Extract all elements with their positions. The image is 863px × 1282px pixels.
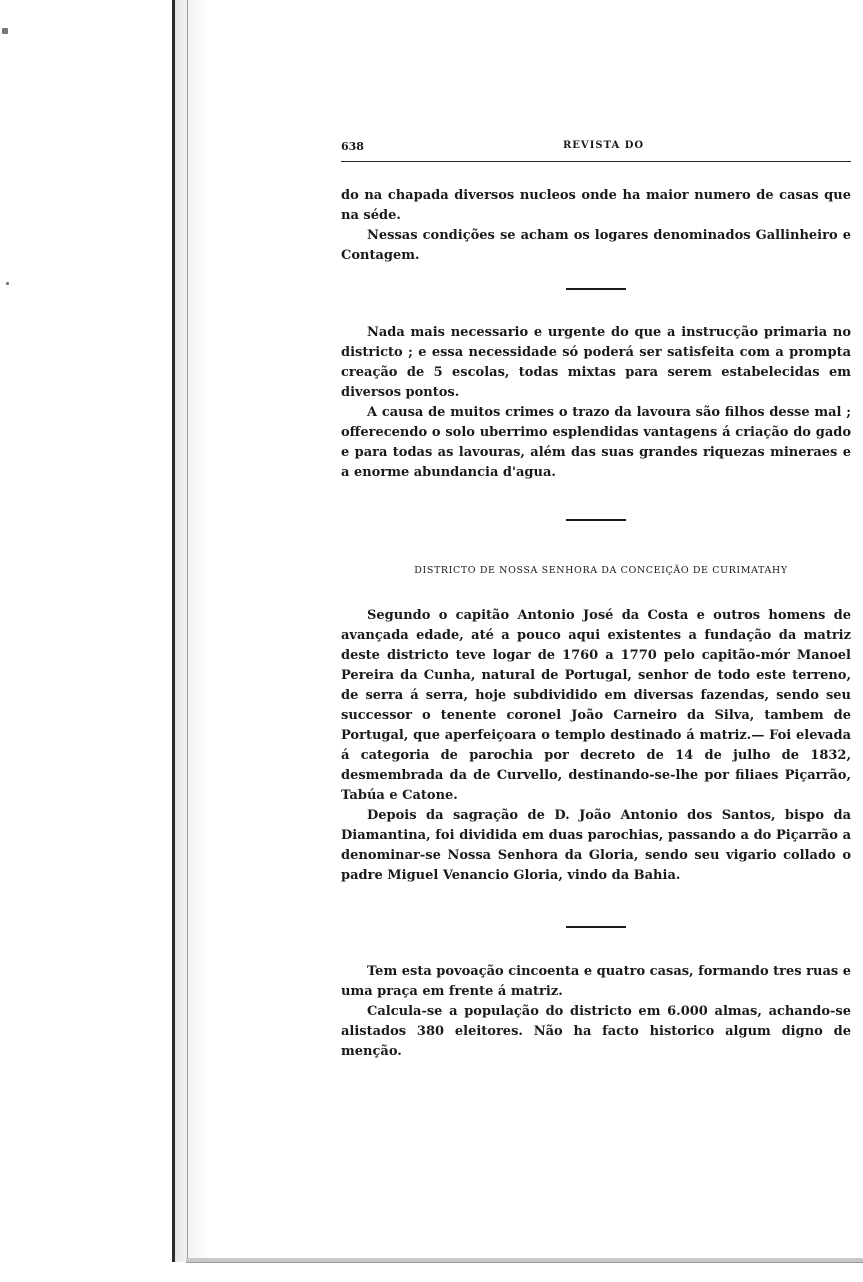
paragraph: A causa de muitos crimes o trazo da lavoura são filhos desse mal ; offerecendo o solo uberrimo esplendidas vantagens á criação do gado e para todas as lavouras, além das suas grandes riquezas mineraes e a enorme abundancia d'agua. [341, 405, 851, 480]
page-number: 638 [341, 140, 364, 153]
paragraph: Nessas condições se acham os logares denominados Gallinheiro e Contagem. [341, 228, 851, 263]
document-page [341, 140, 851, 1062]
scan-binding-edge [172, 0, 209, 1262]
journal-title: REVISTA DO [563, 140, 645, 151]
scan-bottom-edge [186, 1258, 863, 1263]
paragraph: Tem esta povoação cincoenta e quatro casas, formando tres ruas e uma praça em frente á matriz. [341, 964, 851, 999]
section-heading: DISTRICTO DE NOSSA SENHORA DA CONCEIÇÃO DE CURIMATAHY [414, 565, 788, 576]
paragraph: Depois da sagração de D. João Antonio dos Santos, bispo da Diamantina, foi dividida em duas parochias, passando a do Piçarrão a denominar-se Nossa Senhora da Gloria, sendo seu vigario collado o padre Miguel Venancio Gloria, vindo da Bahia. [341, 808, 851, 883]
paragraph: Segundo o capitão Antonio José da Costa e outros homens de avançada edade, até a pouco aqui existentes a fundação da matriz deste districto teve logar de 1760 a 1770 pelo capitão-mór Manoel Pereira da Cunha, natural de Portugal, senhor de todo este terreno, de serra á serra, hoje subdividido em diversas fazendas, sendo seu successor o tenente coronel João Carneiro da Silva, tambem de Portugal, que aperfeiçoara o templo destinado á matriz.— Foi elevada á categoria de parochia por decreto de 14 de julho de 1832, desmembrada da de Curvello, destinando-se-lhe por filiaes Piçarrão, Tabúa e Catone. [341, 608, 851, 803]
paragraph: do na chapada diversos nucleos onde ha maior numero de casas que na séde. [341, 188, 851, 223]
running-header [341, 140, 851, 162]
paragraph: Nada mais necessario e urgente do que a instrucção primaria no districto ; e essa necessidade só poderá ser satisfeita com a prompta creação de 5 escolas, todas mixtas para serem estabelecidas em diversos pontos. [341, 325, 851, 400]
paragraph: Calcula-se a população do districto em 6.000 almas, achando-se alistados 380 eleitores. Não ha facto historico algum digno de menção. [341, 1004, 851, 1059]
scan-speck [2, 28, 8, 34]
scan-speck [6, 282, 9, 285]
